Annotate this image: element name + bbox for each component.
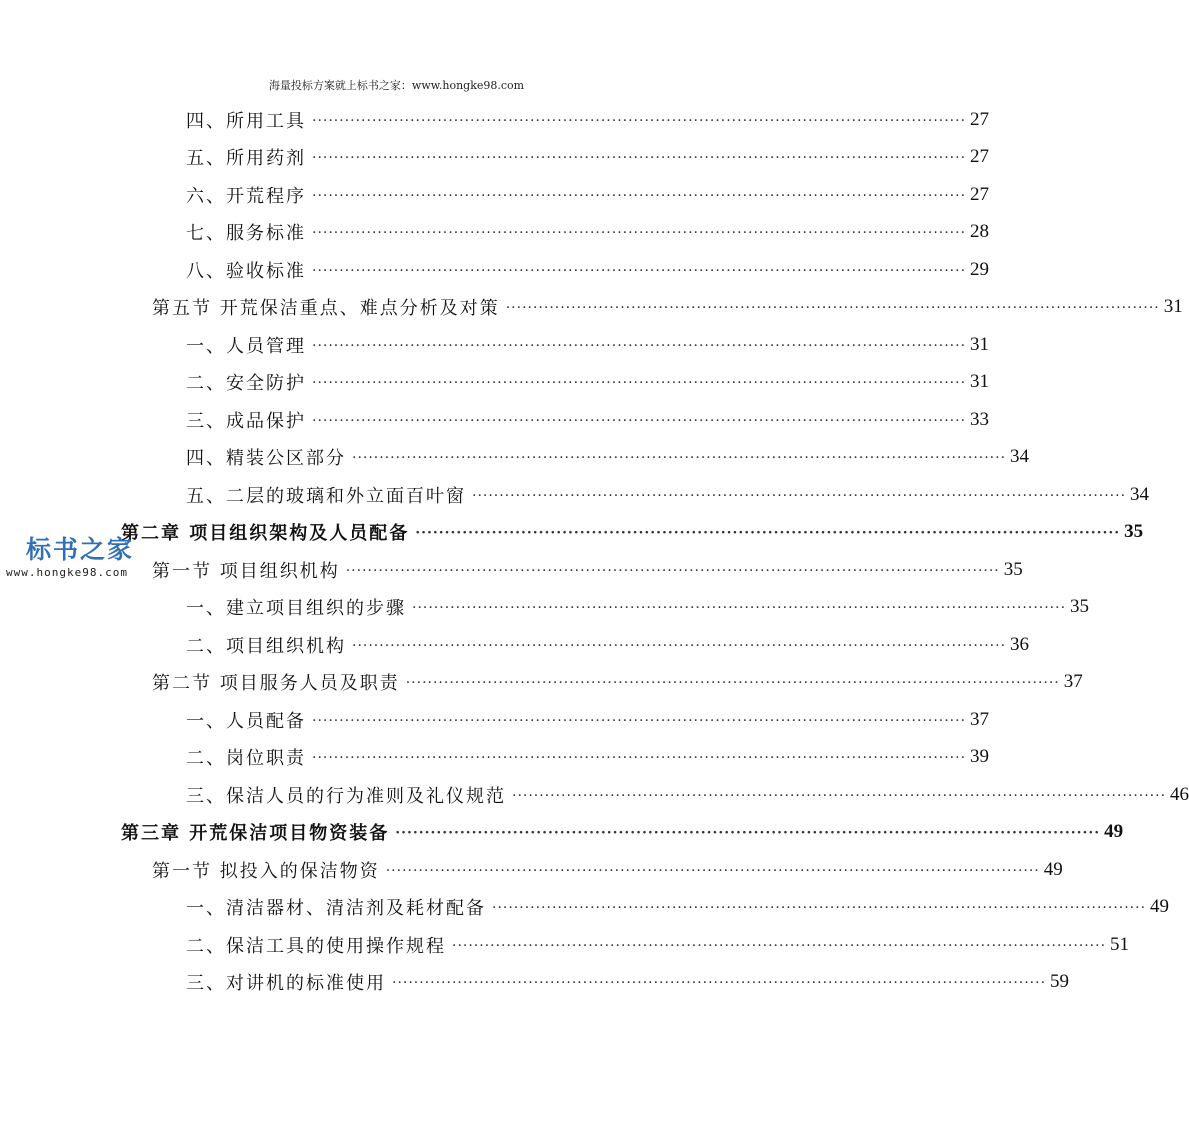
toc-title: 六、开荒程序 — [186, 185, 306, 207]
toc-item-row[interactable] — [186, 101, 990, 138]
toc-page-number: 27 — [970, 108, 990, 130]
toc-chapter-row[interactable] — [121, 814, 1124, 851]
toc-title: 三、成品保护 — [186, 410, 306, 432]
toc-leader-dots: ························································································································ — [312, 375, 967, 391]
toc-item-row[interactable] — [186, 139, 990, 176]
toc-item-row[interactable] — [186, 626, 1030, 663]
toc-leader-dots: ························································································································ — [312, 150, 967, 166]
toc-leader-dots: ························································································································ — [312, 225, 967, 241]
toc-item-row[interactable] — [186, 926, 1130, 963]
toc-page-number: 34 — [1010, 446, 1030, 467]
toc-title: 第一节 项目组织机构 — [152, 560, 340, 582]
toc-page-number: 35 — [1124, 521, 1144, 542]
toc-leader-dots: ························································································································ — [312, 412, 967, 429]
toc-item-row[interactable] — [186, 701, 990, 738]
toc-item-row[interactable] — [186, 889, 1170, 926]
toc-page-number: 28 — [970, 221, 990, 242]
toc-item-row[interactable] — [186, 589, 1090, 626]
toc-leader-dots: ························································································································ — [352, 637, 1007, 654]
toc-title: 二、保洁工具的使用操作规程 — [186, 935, 446, 957]
toc-page-number: 49 — [1150, 896, 1170, 917]
toc-leader-dots: ························································································································ — [415, 525, 1121, 541]
toc-title: 一、清洁器材、清洁剂及耗材配备 — [186, 898, 486, 919]
toc-leader-dots: ························································································································ — [352, 450, 1007, 466]
toc-title: 五、二层的玻璃和外立面百叶窗 — [186, 485, 466, 507]
toc-item-row[interactable] — [186, 176, 990, 213]
toc-page-number: 46 — [1170, 783, 1189, 805]
toc-item-row[interactable] — [186, 364, 990, 401]
toc-page-number: 59 — [1050, 971, 1070, 992]
toc-chapter-row[interactable] — [121, 514, 1144, 551]
toc-leader-dots: ························································································································ — [412, 600, 1067, 616]
toc-page-number: 49 — [1043, 858, 1063, 880]
toc-page-number: 51 — [1110, 933, 1130, 955]
toc-item-row[interactable] — [186, 964, 1070, 1001]
toc-section-row[interactable] — [152, 664, 1083, 701]
toc-page-number: 37 — [1063, 671, 1083, 692]
toc-section-row[interactable] — [152, 289, 1183, 326]
toc-section-row[interactable] — [152, 851, 1063, 888]
toc-page-number: 39 — [970, 746, 990, 767]
toc-title: 二、安全防护 — [186, 373, 306, 394]
toc-title: 八、验收标准 — [186, 260, 306, 282]
toc-page-number: 37 — [970, 708, 990, 730]
toc-item-row[interactable] — [186, 476, 1150, 513]
toc-leader-dots: ························································································································ — [395, 825, 1101, 841]
toc-leader-dots: ························································································································ — [345, 562, 1000, 579]
toc-page-number: 49 — [1104, 821, 1124, 842]
toc-page-number: 35 — [1070, 596, 1090, 617]
page-header: 海量投标方案就上标书之家：www.hongke98.com — [268, 79, 525, 92]
toc-item-row[interactable] — [186, 739, 990, 776]
toc-title: 第五节 开荒保洁重点、难点分析及对策 — [152, 298, 500, 319]
toc-page-number: 27 — [970, 183, 990, 205]
toc-page-number: 31 — [1163, 296, 1183, 317]
toc-leader-dots: ························································································································ — [385, 862, 1040, 879]
watermark-logo — [6, 536, 156, 580]
toc-leader-dots: ························································································································ — [492, 900, 1147, 916]
toc-leader-dots: ························································································································ — [472, 487, 1127, 504]
toc-title: 四、所用工具 — [186, 110, 306, 132]
toc-page-number: 35 — [1003, 558, 1023, 580]
toc-title: 三、对讲机的标准使用 — [186, 973, 386, 994]
toc-title: 第三章 开荒保洁项目物资装备 — [121, 823, 390, 844]
toc-leader-dots: ························································································································ — [392, 975, 1047, 991]
watermark-title: 标书之家 — [26, 535, 135, 564]
toc-page-number: 36 — [1010, 633, 1030, 655]
toc-title: 三、保洁人员的行为准则及礼仪规范 — [186, 785, 506, 807]
toc-leader-dots: ························································································································ — [405, 675, 1060, 691]
toc-leader-dots: ························································································································ — [312, 750, 967, 766]
toc-page-number: 34 — [1130, 483, 1150, 505]
toc-item-row[interactable] — [186, 251, 990, 288]
toc-item-row[interactable] — [186, 776, 1189, 813]
toc-item-row[interactable] — [186, 401, 990, 438]
toc-leader-dots: ························································································································ — [312, 712, 967, 729]
toc-item-row[interactable] — [186, 214, 990, 251]
toc-title: 一、人员管理 — [186, 335, 306, 357]
toc-leader-dots: ························································································································ — [312, 112, 967, 129]
toc-title: 七、服务标准 — [186, 223, 306, 244]
toc-page-number: 29 — [970, 258, 990, 280]
watermark-url: www.hongke98.com — [6, 566, 128, 579]
toc-page-number: 33 — [970, 408, 990, 430]
toc-title: 二、项目组织机构 — [186, 635, 346, 657]
toc-title: 五、所用药剂 — [186, 148, 306, 169]
toc-title: 第二节 项目服务人员及职责 — [152, 673, 400, 694]
toc-page-number: 31 — [970, 371, 990, 392]
toc-title: 第二章 项目组织架构及人员配备 — [121, 523, 410, 544]
toc-title: 四、精装公区部分 — [186, 448, 346, 469]
toc-item-row[interactable] — [186, 326, 990, 363]
toc-title: 二、岗位职责 — [186, 748, 306, 769]
toc-page-number: 27 — [970, 146, 990, 167]
toc-section-row[interactable] — [152, 551, 1023, 588]
toc-title: 第一节 拟投入的保洁物资 — [152, 860, 380, 882]
toc-leader-dots: ························································································································ — [312, 262, 967, 279]
toc-item-row[interactable] — [186, 439, 1030, 476]
toc-leader-dots: ························································································································ — [312, 187, 967, 204]
toc-leader-dots: ························································································································ — [452, 937, 1107, 954]
toc-page-number: 31 — [970, 333, 990, 355]
toc-leader-dots: ························································································································ — [505, 300, 1160, 316]
toc-title: 一、建立项目组织的步骤 — [186, 598, 406, 619]
toc-leader-dots: ························································································································ — [512, 787, 1167, 804]
toc-title: 一、人员配备 — [186, 710, 306, 732]
toc-leader-dots: ························································································································ — [312, 337, 967, 354]
